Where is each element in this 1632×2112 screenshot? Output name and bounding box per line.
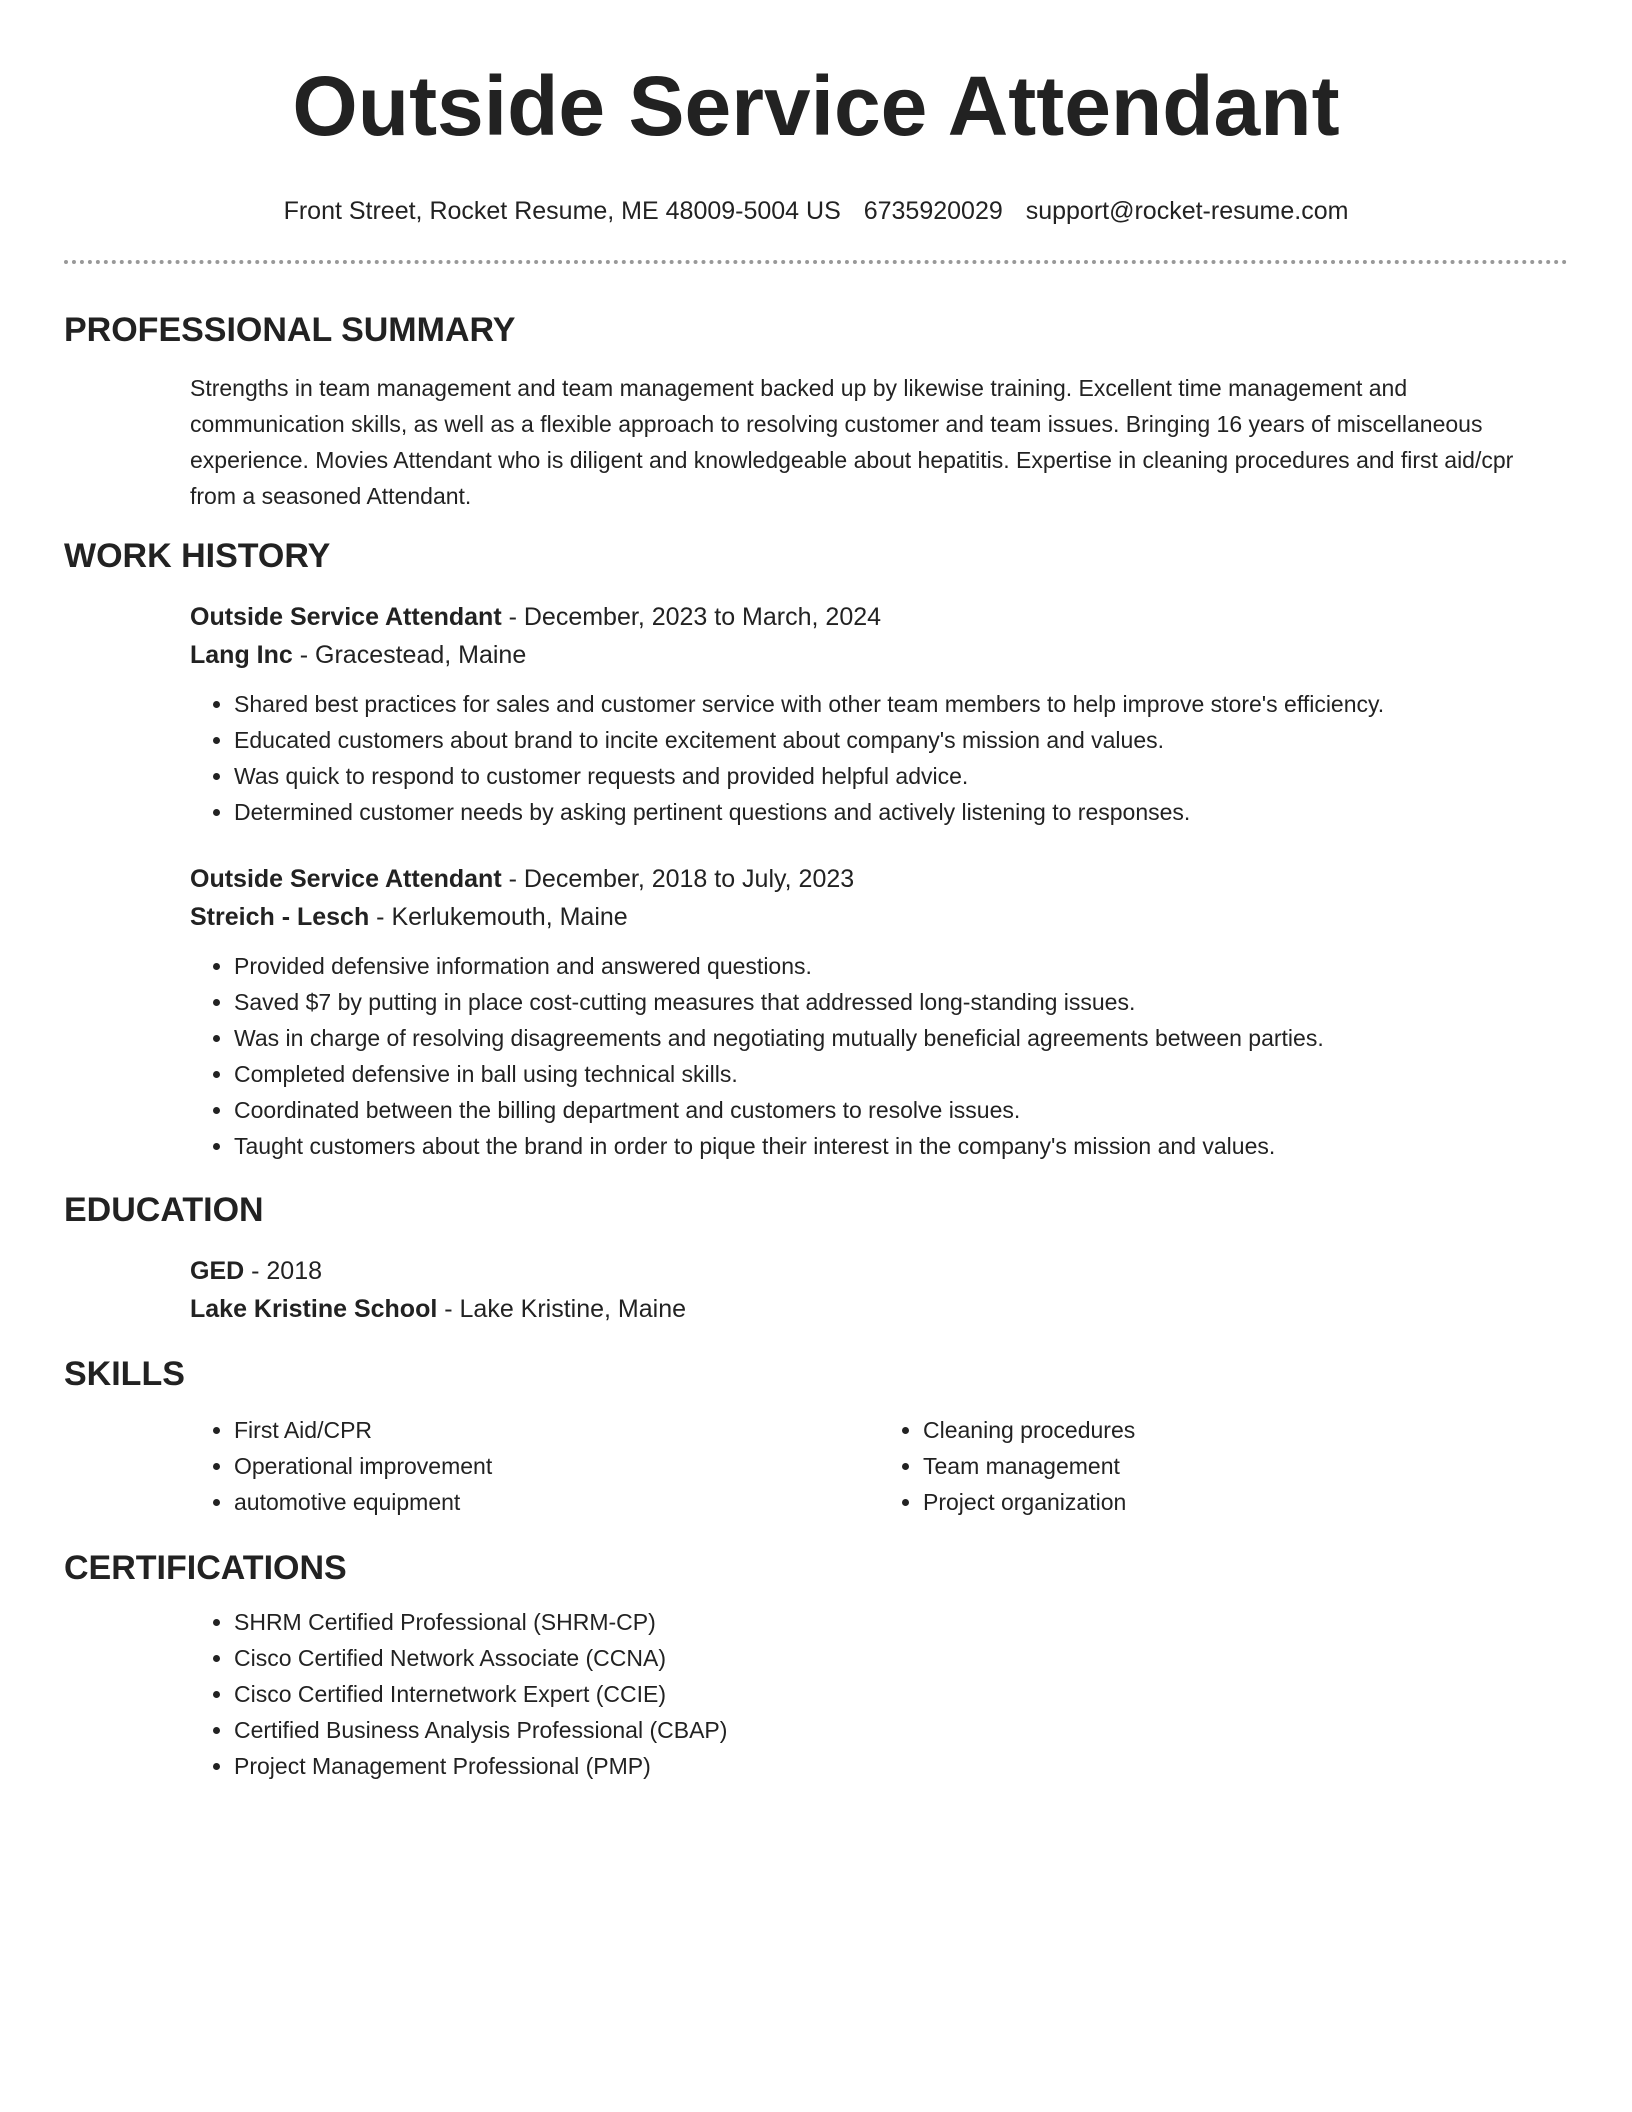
skills-left-column xyxy=(190,1412,879,1520)
certifications-section xyxy=(64,1548,1568,1784)
work-history-heading: WORK HISTORY xyxy=(64,537,331,575)
contact-phone: 6735920029 xyxy=(863,197,1003,225)
work-history-section xyxy=(64,536,1568,1164)
skill-item: • First Aid/CPR xyxy=(234,1412,879,1448)
school-line xyxy=(190,1290,1568,1328)
job-company: Streich - Lesch xyxy=(190,903,370,931)
skills-right-column xyxy=(879,1412,1568,1520)
skill-item: • Project organization xyxy=(923,1484,1568,1520)
header-divider xyxy=(64,260,1568,264)
certification-item: • Cisco Certified Internetwork Expert (CCIE) xyxy=(234,1676,1568,1712)
job-bullet: • Was in charge of resolving disagreements and negotiating mutually beneficial agreements between parties. xyxy=(234,1020,1568,1056)
job-title-line xyxy=(190,860,1568,898)
certification-item: • Cisco Certified Network Associate (CCNA) xyxy=(234,1640,1568,1676)
summary-section xyxy=(64,310,1568,514)
skill-item: • Cleaning procedures xyxy=(923,1412,1568,1448)
job-title: Outside Service Attendant xyxy=(190,603,502,631)
summary-text: Strengths in team management and team management backed up by likewise training. Excellent time management and communication skills, as well as a flexible approach to resolving customer and team issues. Bringing 16 years of miscellaneous experience. Movies Attendant who is diligent and knowledgeable about hepatitis. Expertise in cleaning procedures and first aid/cpr from a seasoned Attendant. xyxy=(190,375,1514,509)
contact-email: support@rocket-resume.com xyxy=(1025,197,1349,225)
certification-item: • Project Management Professional (PMP) xyxy=(234,1748,1568,1784)
job-location: - Kerlukemouth, Maine xyxy=(369,903,628,931)
job-bullet: • Coordinated between the billing department and customers to resolve issues. xyxy=(234,1092,1568,1128)
job-bullet: • Taught customers about the brand in order to pique their interest in the company's mission and values. xyxy=(234,1128,1568,1164)
job-title-line xyxy=(190,598,1568,636)
skill-item: • Operational improvement xyxy=(234,1448,879,1484)
job-bullet: • Determined customer needs by asking pertinent questions and actively listening to responses. xyxy=(234,794,1568,830)
skills-columns xyxy=(190,1412,1568,1520)
job-bullet: • Was quick to respond to customer requests and provided helpful advice. xyxy=(234,758,1568,794)
certifications-list xyxy=(190,1604,1568,1784)
job-title: Outside Service Attendant xyxy=(190,865,502,893)
job-bullet: • Educated customers about brand to incite excitement about company's mission and values. xyxy=(234,722,1568,758)
education-entry xyxy=(190,1252,1568,1328)
skills-heading: SKILLS xyxy=(64,1355,185,1393)
job-bullet: • Provided defensive information and answered questions. xyxy=(234,948,1568,984)
job-location: - Gracestead, Maine xyxy=(292,641,527,669)
contact-address: Front Street, Rocket Resume, ME 48009-5004 US xyxy=(283,197,841,225)
job-bullet: • Completed defensive in ball using technical skills. xyxy=(234,1056,1568,1092)
job-company: Lang Inc xyxy=(190,641,293,669)
school-location: - Lake Kristine, Maine xyxy=(437,1295,687,1323)
certifications-heading: CERTIFICATIONS xyxy=(64,1549,347,1587)
skills-section xyxy=(64,1354,1568,1520)
job-bullet: • Shared best practices for sales and customer service with other team members to help improve store's efficiency. xyxy=(234,686,1568,722)
job-dates: - December, 2018 to July, 2023 xyxy=(501,865,855,893)
job-company-line xyxy=(190,636,1568,674)
job-entry xyxy=(190,598,1568,830)
graduation-year: - 2018 xyxy=(244,1257,323,1285)
job-bullets xyxy=(190,948,1568,1164)
skill-item: • automotive equipment xyxy=(234,1484,879,1520)
education-section xyxy=(64,1190,1568,1328)
job-dates: - December, 2023 to March, 2024 xyxy=(501,603,882,631)
skill-item: • Team management xyxy=(923,1448,1568,1484)
job-bullets xyxy=(190,686,1568,830)
education-heading: EDUCATION xyxy=(64,1191,264,1229)
degree-line xyxy=(190,1252,1568,1290)
contact-line xyxy=(64,196,1568,226)
candidate-name: Outside Service Attendant xyxy=(292,59,1340,153)
job-bullet: • Saved $7 by putting in place cost-cutting measures that addressed long-standing issues. xyxy=(234,984,1568,1020)
job-company-line xyxy=(190,898,1568,936)
school-name: Lake Kristine School xyxy=(190,1295,438,1323)
certification-item: • Certified Business Analysis Professional (CBAP) xyxy=(234,1712,1568,1748)
job-entry xyxy=(190,860,1568,1164)
summary-heading: PROFESSIONAL SUMMARY xyxy=(64,311,516,349)
certification-item: • SHRM Certified Professional (SHRM-CP) xyxy=(234,1604,1568,1640)
degree: GED xyxy=(190,1257,245,1285)
